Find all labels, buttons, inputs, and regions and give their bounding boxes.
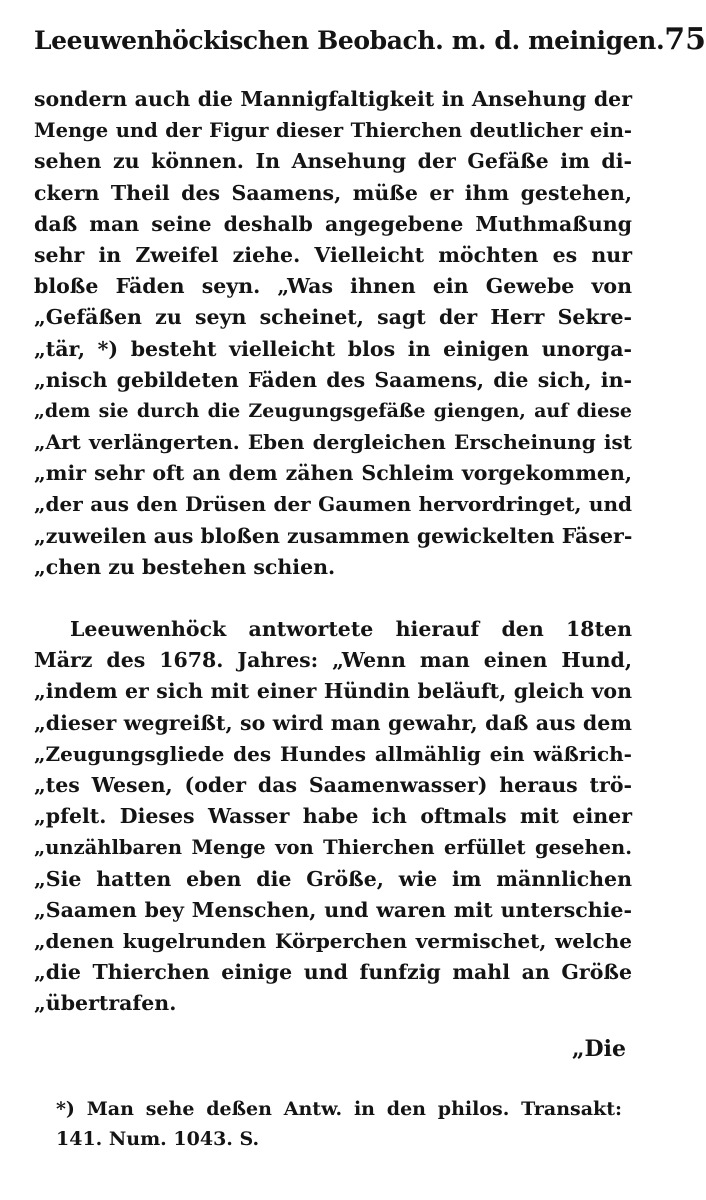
text-line: „dem sie durch die Zeugungsgefäße giengen, auf diese <box>34 399 632 422</box>
page-number: 75 <box>664 22 706 57</box>
text-line: Menge und der Figur dieser Thierchen deutlicher ein- <box>34 119 632 143</box>
text-line: ckern Theil des Saamens, müße er ihm gestehen, <box>34 180 632 205</box>
text-line: „Sie hatten eben die Größe, wie im männlichen <box>34 866 632 891</box>
text-line: sehen zu können. In Ansehung der Gefäße im di- <box>34 149 632 174</box>
text-line: „Art verlängerten. Eben dergleichen Erscheinung ist <box>34 430 632 455</box>
footnote-line: 141. Num. 1043. S. <box>56 1128 260 1150</box>
text-line: „Gefäßen zu seyn scheinet, sagt der Herr Sekre- <box>34 305 632 330</box>
footnote-line: *) Man sehe deßen Antw. in den philos. Transakt: <box>56 1098 622 1120</box>
text-line: „pfelt. Dieses Wasser habe ich oftmals mit einer <box>34 804 632 829</box>
text-line: Leeuwenhöck antwortete hierauf den 18ten <box>70 617 632 641</box>
text-line: „übertrafen. <box>34 991 177 1016</box>
text-line: „die Thierchen einige und funfzig mahl an Größe <box>34 960 632 985</box>
text-line: „indem er sich mit einer Hündin beläuft, gleich von <box>34 679 632 704</box>
text-line: „Saamen bey Menschen, und waren mit unterschie- <box>34 897 632 922</box>
text-line: „nisch gebildeten Fäden des Saamens, die sich, in- <box>34 367 632 392</box>
text-line: „der aus den Drüsen der Gaumen hervordringet, und <box>34 492 632 517</box>
text-line: „zuweilen aus bloßen zusammen gewickelten Fäser- <box>34 523 633 548</box>
paragraph-2 <box>34 614 632 1019</box>
text-line: „denen kugelrunden Körperchen vermischet, welche <box>34 928 632 953</box>
text-line: März des 1678. Jahres: „Wenn man einen Hund, <box>34 648 632 673</box>
text-line: „unzählbaren Menge von Thierchen erfüllet gesehen. <box>34 836 632 860</box>
text-line: bloße Fäden seyn. „Was ihnen ein Gewebe von <box>34 274 632 299</box>
text-line: „Zeugungsgliede des Hundes allmählig ein wäßrich- <box>34 741 632 766</box>
text-line: „dieser wegreißt, so wird man gewahr, daß aus dem <box>34 710 632 735</box>
catchword: „Die <box>571 1036 626 1062</box>
text-line: „tes Wesen, (oder das Saamenwasser) heraus trö- <box>34 772 632 797</box>
footnote <box>56 1094 622 1154</box>
text-line: „tär, *) besteht vielleicht blos in einigen unorga- <box>34 336 632 361</box>
text-line: „mir sehr oft an dem zähen Schleim vorgekommen, <box>34 461 632 486</box>
page-header <box>34 22 706 62</box>
text-line: daß man seine deshalb angegebene Muthmaßung <box>34 211 632 236</box>
text-line: sondern auch die Mannigfaltigkeit in Ansehung der <box>34 87 632 111</box>
running-head: Leeuwenhöckischen Beobach. m. d. meinigen. <box>34 26 665 55</box>
text-line: sehr in Zweifel ziehe. Vielleicht möchten es nur <box>34 242 632 267</box>
text-line: „chen zu bestehen schien. <box>34 554 336 579</box>
paragraph-1 <box>34 84 632 583</box>
